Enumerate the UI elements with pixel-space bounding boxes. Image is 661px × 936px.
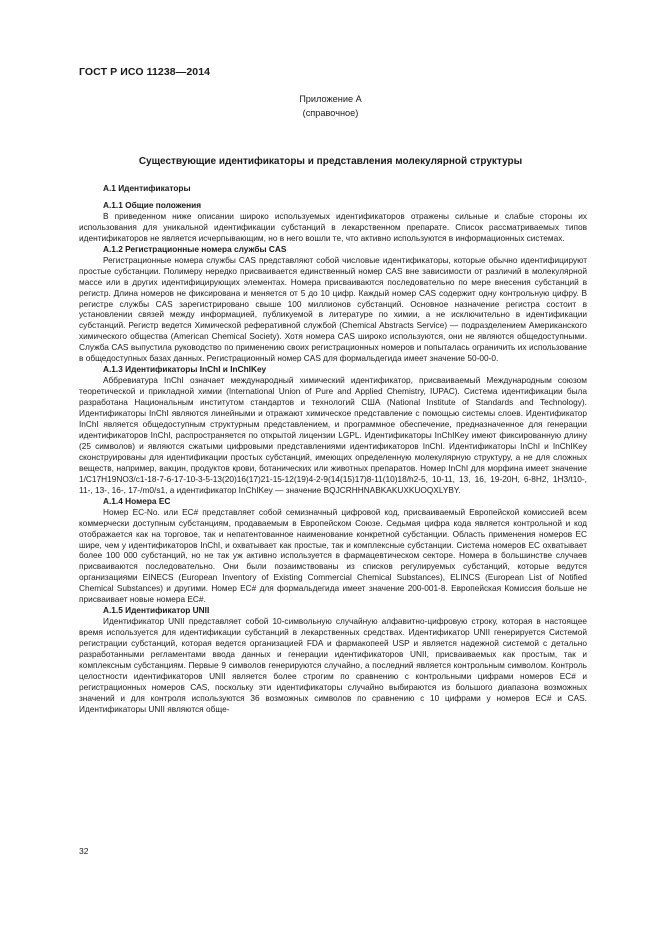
section-heading-a12: А.1.2 Регистрационные номера службы CAS xyxy=(103,243,287,254)
section-heading-a13: А.1.3 Идентификаторы InChI и InChIKey xyxy=(103,364,267,375)
paragraph-a12: Регистрационные номера службы CAS представляют собой числовые идентификаторы, которые обычно идентифицируют простые субстанции. Полимеру нередко присваивается единственный номер CAS вне зависимости от различий в молекулярной массе или в других идентифицирующих элементах. Номера присваиваются последовательно по мере внесения субстанций в регистр. Длина номеров не фиксирована и меняется от 5 до 10 цифр. Каждый номер CAS содержит одну контрольную цифру. В регистре службы CAS зарегистрировано свыше 100 миллионов субстанций. Основное назначение регистра состоит в установлении связей между информацией, публикуемой в литературе по химии, а не исключительно в идентификации субстанций. Регистр ведется Химической реферативной службой (Chemical Abstracts Service) — подразделением Американского химического общества (American Chemical Society). Хотя номера CAS широко используются, они не являются общедоступными. Служба CAS выпустила руководство по применению своих регистрационных номеров и попыталась ограничить их использование в общедоступных базах данных. Регистрационный номер CAS для формальдегида имеет значение 50-00-0. xyxy=(79,254,587,364)
paragraph-a14: Номер ЕС-No. или ЕС# представляет собой семизначный цифровой код, присваиваемый Европейской комиссией всем коммерчески доступным субстанциям, продаваемым в Европейском Союзе. Седьмая цифра кода является контрольной и код отображается как на торговое, так и непатентованное наименование конкретной субстанции. Область применения номеров ЕС шире, чем у идентификаторов InChI, и охватывает как простые, так и комплексные субстанции. Система номеров ЕС охватывает более 100 000 субстанций, но не так уж активно используется в фармацевтическом секторе. Номера в большинстве случаев присваиваются последовательно. Они были позаимствованы из списков регулируемых субстанций, которые ведутся организациями EINECS (European Inventory of Existing Commercial Chemical Substances), ELINCS (European List of Notified Chemical Substances) и другими. Номер ЕС# для формальдегида имеет значение 200-001-8. Европейская Комиссия больше не присваивает новые номера ЕС#. xyxy=(79,506,587,605)
annex-title: Существующие идентификаторы и представления молекулярной структуры xyxy=(138,156,523,167)
section-heading-a15: А.1.5 Идентификатор UNII xyxy=(103,605,210,616)
annex-type: (справочное) xyxy=(302,108,359,118)
section-heading-a1: А.1 Идентификаторы xyxy=(103,183,191,193)
section-heading-a14: А.1.4 Номера ЕС xyxy=(103,495,171,506)
section-heading-a11: А.1.1 Общие положения xyxy=(103,199,202,210)
paragraph-a13-text: Аббревиатура InChI означает международный химический идентификатор, присваиваемый Международным союзом теоретической и прикладной химии (International Union of Pure and Applied Chemistry, IUPAC). Система идентификации была разработана Национальным институтом стандартов и технологий США (National Institute of Standards and Technology). Идентификаторы InChI являются линейными и отражают химическое представление с помощью системы слоев. Идентификатор InChI является общедоступным структурным представлением, и программное обеспечение, предназначенное для генерации идентификаторов InChI, распространяется по открытой лицензии LGPL. Идентификаторы InChIKey имеют фиксированную длину (25 символов) и являются сжатыми цифровыми представлениями идентификаторов InChI. Идентификаторы InChI и InChIKey сконструированы для идентификации простых субстанций, имеющих определенную молекулярную структуру, а не для сложных веществ, например, вакцин, продуктов крови, ботанических или животных препаратов. Номер InChI для морфина имеет значение 1/C17H19NO3/c1-18-7-6-17-10-3-5-13(20)16(17)21-15-12(19)4-2-9(14(15)17)8-11(10)18/h2-5, 10-11, 13, 16, 19-20H, 6-8H2, 1H3/t10-, 11-, 13-, 16-, 17-/m0/s1, а идентификатор InChIKey — значение BQJCRHHNABKAKUXKUOQXLYBY. xyxy=(79,375,587,495)
document-body xyxy=(79,183,587,715)
paragraph-a11: В приведенном ниже описании широко используемых идентификаторов отражены сильные и слабые стороны их использования для уникальной идентификации субстанций в лекарственном препарате. Список рассматриваемых типов идентификаторов не является исчерпывающим, но в него вошли те, что активно используются в информационных системах. xyxy=(79,210,587,243)
paragraph-a15: Идентификатор UNII представляет собой 10-символьную случайную алфавитно-цифровую строку, которая в настоящее время используется для идентификации субстанций в лекарственных средствах. Идентификатор UNII генерируется Системой регистрации субстанций, которая ведется организацией FDA и фармакопеей USP и является надежной системой с детально разработанными регламентами ввода данных и генерации идентификаторов UNII, присваиваемых как простым, так и комплексным субстанциям. Первые 9 символов генерируются случайно, а последний является контрольным символом. Контроль целостности идентификаторов UNII является более строгим по сравнению с контрольными цифрами номеров ЕС# и регистрационных номеров CAS, поскольку эти идентификаторы случайно выбираются из большого диапазона возможных значений и для контроля используются 36 возможных символов по сравнению с 10 цифрами у номеров ЕС# и CAS. Идентификаторы UNII являются обще- xyxy=(79,616,587,714)
page-number: 32 xyxy=(79,846,89,856)
document-code: ГОСТ Р ИСО 11238—2014 xyxy=(79,66,211,78)
annex-label: Приложение А xyxy=(299,94,362,104)
paragraph-a13 xyxy=(79,375,587,495)
